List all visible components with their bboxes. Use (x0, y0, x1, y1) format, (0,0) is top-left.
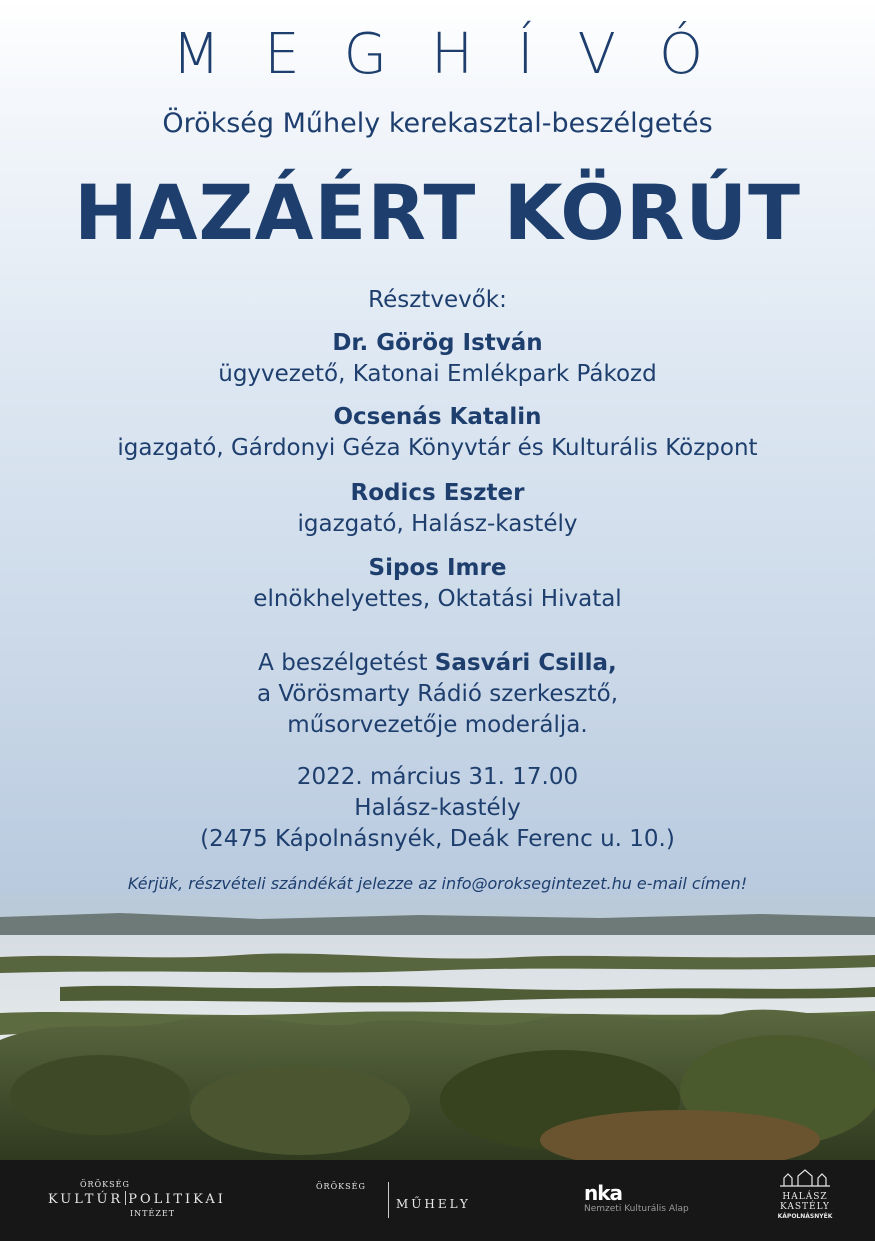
moderator-prefix: A beszélgetést (258, 650, 428, 676)
logo4-line2: KASTÉLY (780, 1202, 830, 1212)
participant (0, 478, 875, 540)
participant-name: Ocsenás Katalin (333, 404, 542, 430)
event-details (0, 762, 875, 855)
event-title: HAZÁÉRT KÖRÚT (74, 168, 801, 257)
event-address: (2475 Kápolnásnyék, Deák Ferenc u. 10.) (200, 826, 675, 852)
footer-logos (0, 1160, 875, 1241)
nka-text: Nemzeti Kulturális Alap (584, 1204, 689, 1214)
halasz-kastely-logo (770, 1168, 840, 1222)
event-datetime: 2022. március 31. 17.00 (296, 764, 579, 790)
participant-name: Sipos Imre (368, 555, 507, 581)
moderator-line2: a Vörösmarty Rádió szerkesztő, (256, 681, 619, 707)
logo2-top-text: ÖRÖKSÉG (316, 1182, 366, 1191)
participant (0, 328, 875, 390)
participant (0, 553, 875, 615)
participant-name: Rodics Eszter (350, 480, 525, 506)
logo1-divider (125, 1191, 126, 1205)
participant-role: igazgató, Halász-kastély (297, 511, 578, 537)
lake-landscape-photo (0, 895, 875, 1160)
logo1-bottom-text: INTÉZET (130, 1209, 176, 1218)
castle-icon (780, 1168, 830, 1188)
moderator-info (0, 648, 875, 741)
logo4-line1: HALÁSZ (782, 1192, 828, 1202)
logo1-left-text: KULTÚR (48, 1192, 124, 1207)
kulturpolitikai-intezet-logo (48, 1180, 238, 1218)
logo4-line3: KÁPOLNÁSNYÉK (777, 1213, 833, 1220)
rsvp-note: Kérjük, részvételi szándékát jelezze az info@oroksegintezet.hu e-mail címen! (127, 874, 748, 893)
event-subtitle: Örökség Műhely kerekasztal-beszélgetés (162, 108, 713, 139)
participant-role: ügyvezető, Katonai Emlékpark Pákozd (218, 361, 657, 387)
orokseg-muhely-logo (316, 1182, 506, 1211)
participants-heading: Résztvevők: (368, 287, 507, 313)
participant (0, 402, 875, 464)
invitation-heading: MEGHÍVÓ (171, 22, 748, 87)
logo2-main-text: MŰHELY (396, 1197, 471, 1211)
participant-name: Dr. Görög István (332, 330, 543, 356)
logo1-right-text: POLITIKAI (128, 1192, 226, 1207)
moderator-line3: műsorvezetője moderálja. (287, 712, 588, 738)
logo1-top-text: ÖRÖKSÉG (80, 1180, 130, 1189)
moderator-name: Sasvári Csilla, (434, 650, 617, 676)
nka-mark: nka (584, 1181, 623, 1205)
logo2-divider (388, 1182, 389, 1218)
event-venue: Halász-kastély (354, 795, 521, 821)
participant-role: igazgató, Gárdonyi Géza Könyvtár és Kulturális Központ (117, 435, 758, 461)
participant-role: elnökhelyettes, Oktatási Hivatal (253, 586, 622, 612)
nka-logo (584, 1182, 724, 1214)
